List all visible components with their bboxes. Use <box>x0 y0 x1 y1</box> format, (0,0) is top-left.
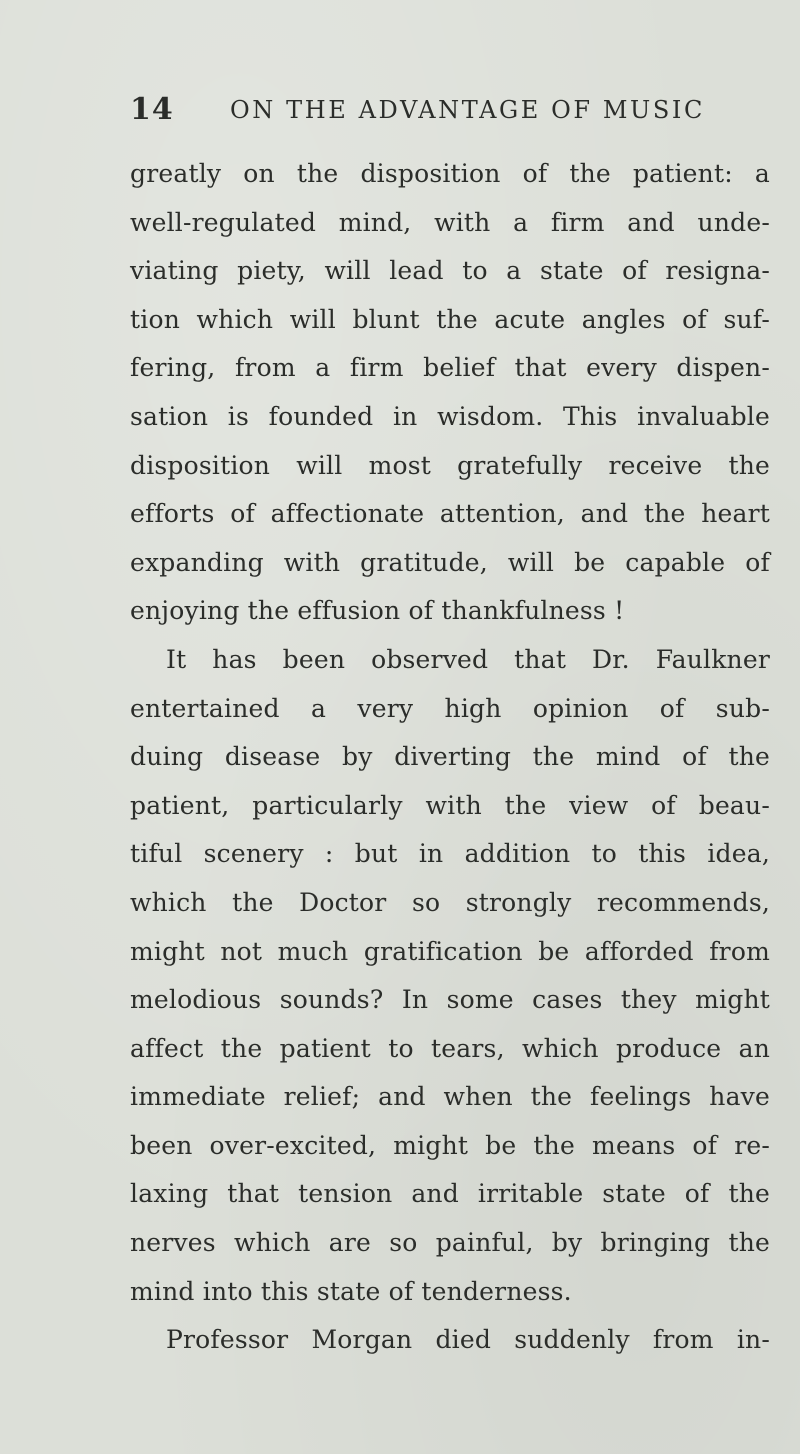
text-line: well-regulated mind, with a firm and unde- <box>130 207 770 237</box>
text-line: mind into this state of tenderness. <box>130 1276 572 1306</box>
text-line: viating piety, will lead to a state of resigna- <box>130 256 770 286</box>
text-line: duing disease by diverting the mind of the <box>130 742 770 772</box>
text-line: entertained a very high opinion of sub- <box>130 693 770 723</box>
text-line: Professor Morgan died suddenly from in- <box>166 1325 770 1355</box>
text-line: nerves which are so painful, by bringing the <box>130 1228 770 1258</box>
text-line: greatly on the disposition of the patient: a <box>130 159 770 188</box>
text-line: fering, from a firm belief that every dispen- <box>130 353 770 383</box>
text-line: which the Doctor so strongly recommends, <box>130 887 770 917</box>
page-number: 14 <box>130 92 174 127</box>
text-line: efforts of affectionate attention, and the heart <box>130 499 770 529</box>
text-line: melodious sounds? In some cases they might <box>130 985 770 1015</box>
text-line: enjoying the effusion of thankfulness ! <box>130 596 625 626</box>
text-line: laxing that tension and irritable state of the <box>130 1179 770 1209</box>
text-line: might not much gratification be afforded from <box>130 936 770 966</box>
running-head <box>130 92 705 136</box>
text-line: tiful scenery : but in addition to this idea, <box>130 839 770 869</box>
text-line: immediate relief; and when the feelings have <box>130 1082 770 1112</box>
text-line: sation is founded in wisdom. This invaluable <box>130 401 770 431</box>
running-title: ON THE ADVANTAGE OF MUSIC <box>230 96 705 124</box>
text-line: expanding with gratitude, will be capable of <box>130 547 770 577</box>
text-line: been over-excited, might be the means of re- <box>130 1130 770 1160</box>
body-text <box>130 150 770 1365</box>
text-line: affect the patient to tears, which produce an <box>130 1033 770 1063</box>
text-line: disposition will most gratefully receive the <box>130 450 770 480</box>
text-line: tion which will blunt the acute angles of suf- <box>130 304 770 334</box>
text-line: It has been observed that Dr. Faulkner <box>166 644 770 674</box>
text-line: patient, particularly with the view of beau- <box>130 790 770 820</box>
